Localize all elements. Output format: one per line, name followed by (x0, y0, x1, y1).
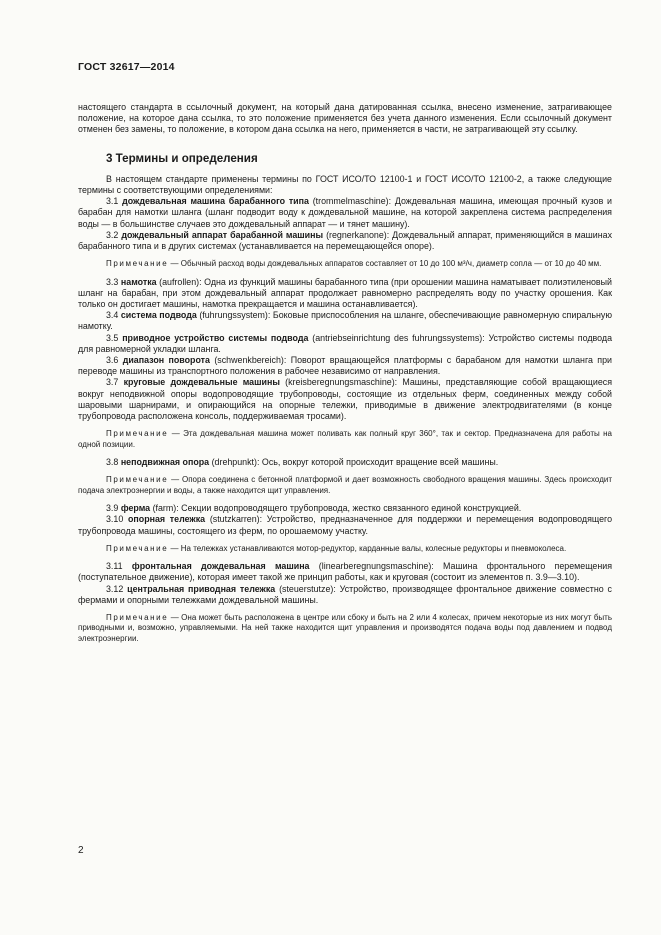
note-label: Примечание (106, 475, 169, 485)
term-number: 3.12 (106, 583, 124, 594)
term-name: дождевальный аппарат барабанной машины (121, 229, 324, 240)
section-title: 3 Термины и определения (106, 151, 258, 165)
term-name: система подвода (120, 310, 197, 321)
note-label: Примечание (106, 612, 169, 622)
section-lead: В настоящем стандарте применены термины по ГОСТ ИСО/ТО 12100-1 и ГОСТ ИСО/ТО 12100-2, а также следующие термины с соответствующими определениями: (78, 173, 612, 196)
term-definition: (stutzkarren): Устройство, предназначенное для поддержки и перемещения водопроводящего трубопровода машины, состоящего из ферм, по орошаемому участку. (78, 514, 613, 536)
term-entry (78, 514, 612, 536)
term-number: 3.11 (106, 561, 123, 572)
term-entry (78, 561, 612, 583)
term-note (78, 475, 612, 496)
term-name: дождевальная машина барабанного типа (122, 196, 309, 207)
term-name: центральная приводная тележка (127, 583, 276, 594)
note-label: Примечание (106, 429, 169, 439)
term-definition: (aufrollen): Одна из функций машины барабанного типа (при орошении машина наматывает полиэтиленовый шланг на барабан, при этом дождевальный аппарат продолжает равномерно распределять воду по участку орошения. Как только он достигает машины, намотка прекращается и машина останавливается). (78, 276, 612, 310)
document-body (78, 102, 612, 651)
term-definition: (drehpunkt): Ось, вокруг которой происходит вращение всей машины. (211, 457, 499, 468)
term-name: диапазон поворота (122, 355, 210, 366)
term-number: 3.1 (106, 196, 119, 207)
term-entry (78, 503, 612, 514)
term-entry (78, 196, 612, 230)
note-text: — На тележках устанавливаются мотор-редуктор, карданные валы, колесные редукторы и пневмоколеса. (170, 543, 567, 553)
term-note (78, 259, 612, 269)
term-name: круговые дождевальные машины (123, 377, 280, 388)
term-number: 3.2 (106, 229, 119, 240)
term-number: 3.5 (106, 332, 119, 343)
term-entry (78, 584, 612, 606)
term-definition: (linearberegnungsmaschine): Машина фронтального перемещения (поступательное движение), которая имеет такой же принцип работы, как и круговая (состоит из элементов п. 3.9—3.10). (78, 561, 613, 583)
term-definition: (antriebseinrichtung des fuhrungssystems): Устройство системы подвода для равномерной укладки шланга. (78, 332, 613, 354)
note-text: — Обычный расход воды дождевальных аппаратов составляет от 10 до 100 м³/ч, диаметр сопла — от 10 до 40 мм. (170, 259, 602, 269)
term-number: 3.10 (106, 514, 124, 525)
note-text: — Эта дождевальная машина может поливать как полный круг 360°, так и сектор. Предназначена для работы на одной позиции. (78, 429, 612, 449)
term-entry (78, 333, 612, 355)
term-definition: (kreisberegnungsmaschine): Машины, представляющие собой вращающиеся вокруг неподвижной опоры водопроводящие трубопроводы, состоящие из отдельных ферм, соединенных между собой шаровыми шарнирами, и опирающийся на опорные тележки, приводимые в движение электродвигателями (в конце трубопровода расположена консоль, поддерживаемая тросами). (78, 377, 612, 422)
term-number: 3.7 (106, 377, 119, 388)
note-label: Примечание (106, 543, 169, 553)
note-text: — Опора соединена с бетонной платформой и дает возможность свободного вращения машины. Здесь происходит подача электроэнергии и воды, а также находится щит управления. (78, 475, 612, 495)
term-name: намотка (120, 276, 157, 287)
term-entry (78, 230, 612, 252)
note-label: Примечание (106, 259, 169, 269)
term-entry (78, 310, 612, 332)
term-note (78, 613, 612, 644)
term-entry (78, 355, 612, 377)
term-name: опорная тележка (128, 514, 206, 525)
term-name: фронтальная дождевальная машина (131, 561, 310, 572)
term-name: ферма (120, 503, 151, 514)
term-note (78, 544, 612, 554)
term-number: 3.9 (106, 503, 119, 514)
term-name: неподвижная опора (120, 457, 210, 468)
term-number: 3.8 (106, 457, 119, 468)
term-note (78, 429, 612, 450)
term-definition: (schwenkbereich): Поворот вращающейся платформы с барабаном для намотки шланга при переводе машины из транспортного положения в рабочее независимо от направления. (78, 355, 612, 377)
term-number: 3.4 (106, 310, 119, 321)
term-definition: (trommelmaschine): Дождевальная машина, имеющая прочный кузов и барабан для намотки шланга (шланг подводит воду к дождевальной машине, на которой закреплена система распределения воды — в большинстве случаев это дождевальный аппарат — и тянет машину). (78, 196, 613, 229)
terms-list (78, 196, 612, 644)
page-number: 2 (78, 845, 84, 856)
term-entry (78, 277, 612, 311)
term-name: приводное устройство системы подвода (122, 332, 309, 343)
intro-paragraph: настоящего стандарта в ссылочный документ, на который дана датированная ссылка, внесено изменение, затрагивающее положение, на которое дана ссылка, то это положение применяется без учета данного изменения. Если ссылочный документ отменен без замены, то положение, в котором дана ссылка на него, применяется в части, не затрагивающей эту ссылку. (78, 102, 612, 135)
term-definition: (steuerstutze): Устройство, производящее фронтальное движение совместно с фермами и опорными тележками дождевальной машины. (78, 583, 612, 605)
term-entry (78, 377, 612, 422)
term-definition: (farm): Секции водопроводящего трубопровода, жестко связанного единой конструкцией. (152, 503, 522, 514)
term-number: 3.6 (106, 355, 119, 366)
note-text: — Она может быть расположена в центре или сбоку и быть на 2 или 4 колесах, причем некоторые из них могут быть приводными и, возможно, управляемыми. На ней также находится щит управления и производятся подача воды под давлением и подвод электроэнергии. (78, 612, 612, 643)
term-number: 3.3 (106, 276, 119, 287)
term-definition: (fuhrungssystem): Боковые приспособления на шланге, обеспечивающие равномерную спиральную намотку. (78, 310, 612, 332)
term-entry (78, 457, 612, 468)
term-definition: (regnerkanone): Дождевальный аппарат, применяющийся в машинах барабанного типа и в других системах (устанавливается на перемещающейся опоре). (78, 229, 613, 252)
document-header: ГОСТ 32617—2014 (78, 61, 175, 73)
